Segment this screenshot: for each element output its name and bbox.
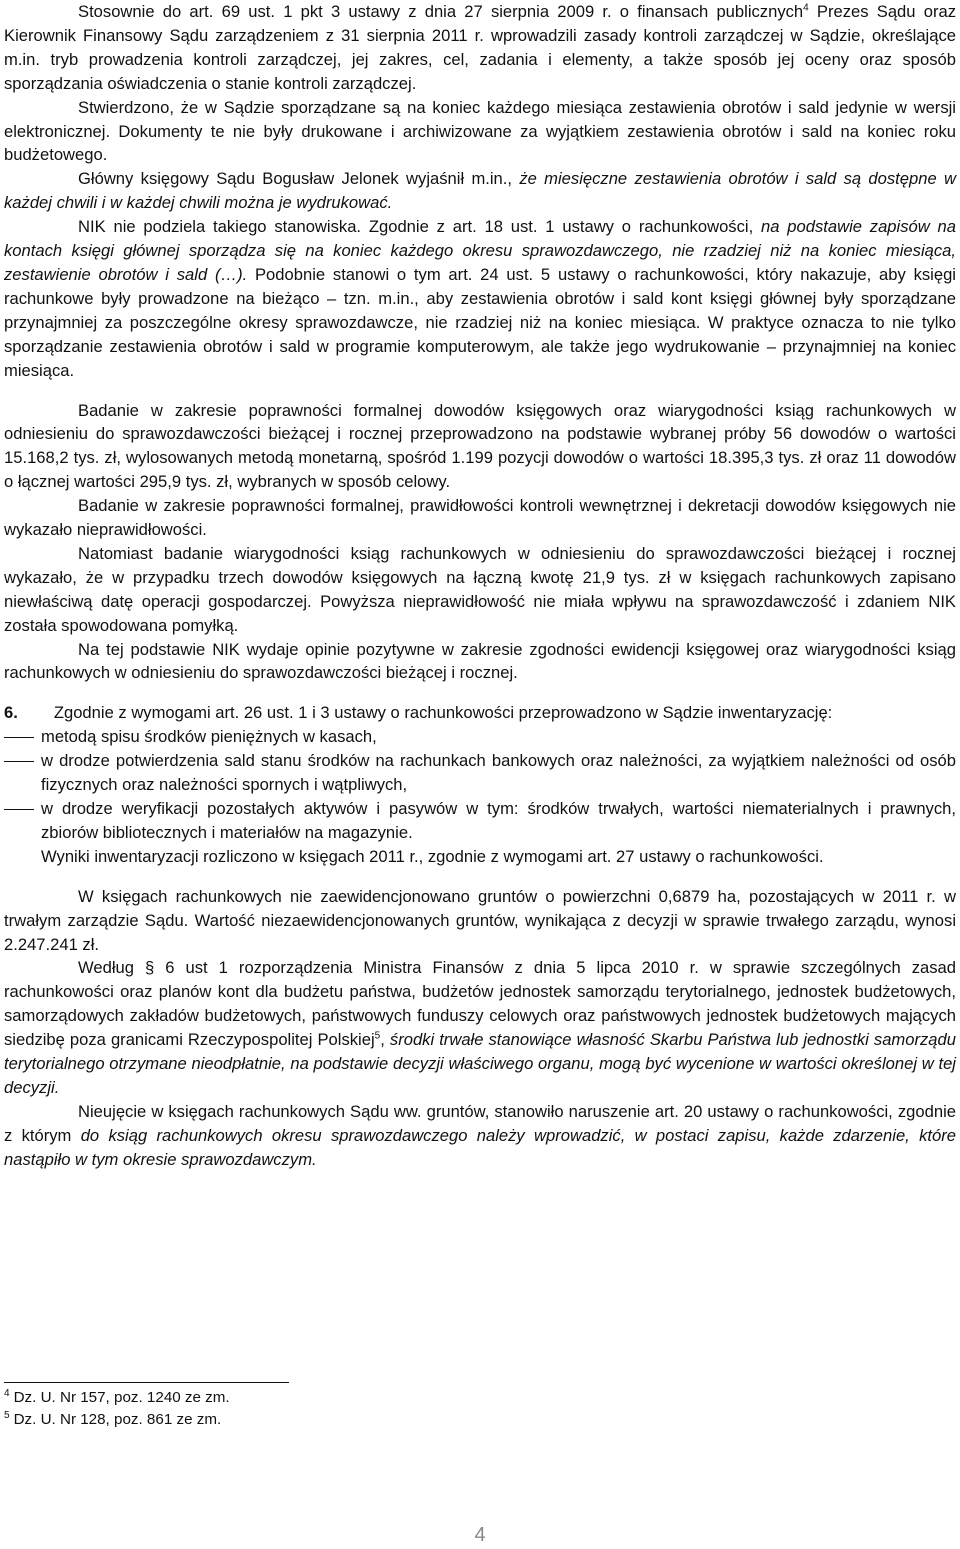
footnotes [4, 1387, 230, 1431]
paragraph-text: Podobnie stanowi o tym art. 24 ust. 5 ustawy o rachunkowości, który nakazuje, aby księgi rachunkowe były prowadzone na bieżąco – tzn. m.in., aby zestawienia obrotów i sald kont księgi głównej były sporządzane przynajmniej za poszczególne okresy sprawozdawcze, nie rzadziej niż na koniec miesiąca. W praktyce oznacza to nie tylko sporządzanie zestawienia obrotów i sald w programie komputerowym, ale także jego wydrukowanie – przynajmniej na koniec miesiąca. [4, 264, 956, 380]
paragraph-text: NIK nie podziela takiego stanowiska. Zgodnie z art. 18 ust. 1 ustawy o rachunkowości, [78, 217, 761, 237]
paragraph [4, 956, 956, 1099]
paragraph [4, 0, 956, 96]
footnote-4 [4, 1387, 230, 1409]
paragraph-text: Stwierdzono, że w Sądzie sporządzane są na koniec każdego miesiąca zestawienia obrotów i sald jedynie w wersji elektronicznej. Dokumenty te nie były drukowane i archiwizowane za wyjątkiem zestawienia obrotów i sald na koniec roku budżetowego. [4, 97, 956, 165]
section-6-intro [4, 701, 956, 725]
footnote-number: 4 [4, 1387, 10, 1399]
inventory-result: Wyniki inwentaryzacji rozliczono w księgach 2011 r., zgodnie z wymogami art. 27 ustawy o rachunkowości. [41, 846, 824, 866]
document-page [4, 0, 956, 1172]
paragraph [4, 399, 956, 495]
paragraph-text: Nieujęcie w księgach rachunkowych Sądu ww. gruntów, stanowiło naruszenie art. 20 ustawy o rachunkowości, zgodnie z którym [4, 1101, 956, 1145]
section-6-number: 6. [4, 703, 18, 723]
paragraph [4, 494, 956, 542]
section-6-intro-text: Zgodnie z wymogami art. 26 ust. 1 i 3 ustawy o rachunkowości przeprowadzono w Sądzie inwentaryzację: [53, 703, 833, 723]
paragraph-text: Natomiast badanie wiarygodności ksiąg rachunkowych w odniesieniu do sprawozdawczości bieżącej i rocznej wykazało, że w przypadku trzech dowodów księgowych na łączną kwotę 21,9 tys. zł w księgach rachunkowych zapisano niewłaściwą datę operacji gospodarczej. Powyższa nieprawidłowość nie miała wpływu na sprawozdawczość i zdaniem NIK została spowodowana pomyłką. [4, 543, 956, 635]
footnote-reference: 4 [803, 2, 809, 14]
paragraph-text: Na tej podstawie NIK wydaje opinie pozytywne w zakresie zgodności ewidencji księgowej oraz wiarygodności ksiąg rachunkowych w odniesieniu do sprawozdawczości bieżącej i rocznej. [4, 639, 956, 683]
paragraph [4, 542, 956, 638]
paragraph-text: Stosownie do art. 69 ust. 1 pkt 3 ustawy z dnia 27 sierpnia 2009 r. o finansach publicznych [78, 2, 804, 21]
paragraph [4, 96, 956, 168]
paragraph [4, 638, 956, 686]
list-item: w drodze potwierdzenia sald stanu środków na rachunkach bankowych oraz należności, za wyjątkiem należności od osób fizycznych oraz należności spornych i wątpliwych, [4, 749, 956, 797]
paragraph-text: , [380, 1030, 390, 1050]
list-item: w drodze weryfikacji pozostałych aktywów i pasywów w tym: środków trwałych, wartości niematerialnych i prawnych, zbiorów bibliotecznych i materiałów na magazynie. [4, 797, 956, 845]
paragraph-text: W księgach rachunkowych nie zaewidencjonowano gruntów o powierzchni 0,6879 ha, pozostających w 2011 r. w trwałym zarządzie Sądu. Wartość niezaewidencjonowanych gruntów, wynikająca z decyzji w sprawie trwałego zarządu, wynosi 2.247.241 zł. [4, 886, 956, 954]
paragraph [4, 1100, 956, 1172]
page-number: 4 [474, 1524, 486, 1546]
paragraph [4, 167, 956, 215]
footnote-5 [4, 1409, 230, 1431]
paragraph-text: Badanie w zakresie poprawności formalnej, prawidłowości kontroli wewnętrznej i dekretacji dowodów księgowych nie wykazało nieprawidłowości. [4, 496, 956, 540]
italic-text: na podstawie zapisów na kontach księgi głównej sporządza się na koniec każdego okresu sprawozdawczego, nie rzadziej niż na koniec miesiąca, zestawienie obrotów i sald (…). [4, 217, 956, 284]
paragraph-text: Według § 6 ust 1 rozporządzenia Ministra Finansów z dnia 5 lipca 2010 r. w sprawie szczególnych zasad rachunkowości oraz planów kont dla budżetu państwa, budżetów jednostek samorządu terytorialnego, jednostek budżetowych, samorządowych zakładów budżetowych, państwowych funduszy celowych oraz państwowych jednostek budżetowych mających siedzibę poza granicami Rzeczypospolitej Polskiej [4, 958, 956, 1050]
body-text-part-2 [4, 885, 956, 1172]
list-item: metodą spisu środków pieniężnych w kasach, [4, 725, 956, 749]
paragraph [4, 215, 956, 382]
paragraph-text: Główny księgowy Sądu Bogusław Jelonek wyjaśnił m.in., [78, 169, 520, 189]
italic-text: środki trwałe stanowiące własność Skarbu Państwa lub jednostki samorządu terytorialnego otrzymane nieodpłatnie, na podstawie decyzji właściwego organu, mogą być wycenione w wartości określonej w tej decyzji. [4, 1030, 956, 1097]
footnote-text: Dz. U. Nr 128, poz. 861 ze zm. [13, 1411, 222, 1428]
inventory-method-list [4, 725, 956, 845]
italic-text: że miesięczne zestawienia obrotów i sald są dostępne w każdej chwili i w każdej chwili można je wydrukować. [4, 169, 956, 213]
paragraph-text: Badanie w zakresie poprawności formalnej dowodów księgowych oraz wiarygodności ksiąg rachunkowych w odniesieniu do sprawozdawczości bieżącej i rocznej przeprowadzono na podstawie wybranej próby 56 dowodów o wartości 15.168,2 tys. zł, wylosowanych metodą monetarną, spośród 1.199 pozycji dowodów o wartości 18.395,3 tys. zł oraz 11 dowodów o łącznej wartości 295,9 tys. zł, wybranych w sposób celowy. [4, 400, 956, 492]
footnote-text: Dz. U. Nr 157, poz. 1240 ze zm. [13, 1389, 230, 1406]
footnote-separator [4, 1382, 289, 1383]
footnote-number: 5 [4, 1409, 10, 1421]
section-6 [4, 701, 956, 868]
body-text-part-1 [4, 0, 956, 685]
italic-text: do ksiąg rachunkowych okresu sprawozdawczego należy wprowadzić, w postaci zapisu, każde zdarzenie, które nastąpiło w tym okresie sprawozdawczym. [4, 1125, 956, 1169]
footnote-reference: 5 [374, 1030, 381, 1042]
paragraph-text: Prezes Sądu oraz Kierownik Finansowy Sądu zarządzeniem z 31 sierpnia 2011 r. wprowadzili zasady kontroli zarządczej w Sądzie, określające m.in. tryb prowadzenia kontroli zarządczej, jej zakres, cel, zadania i elementy, a także sposób jej oceny oraz sposób sporządzania oświadczenia o stanie kontroli zarządczej. [4, 2, 956, 93]
paragraph [4, 885, 956, 957]
